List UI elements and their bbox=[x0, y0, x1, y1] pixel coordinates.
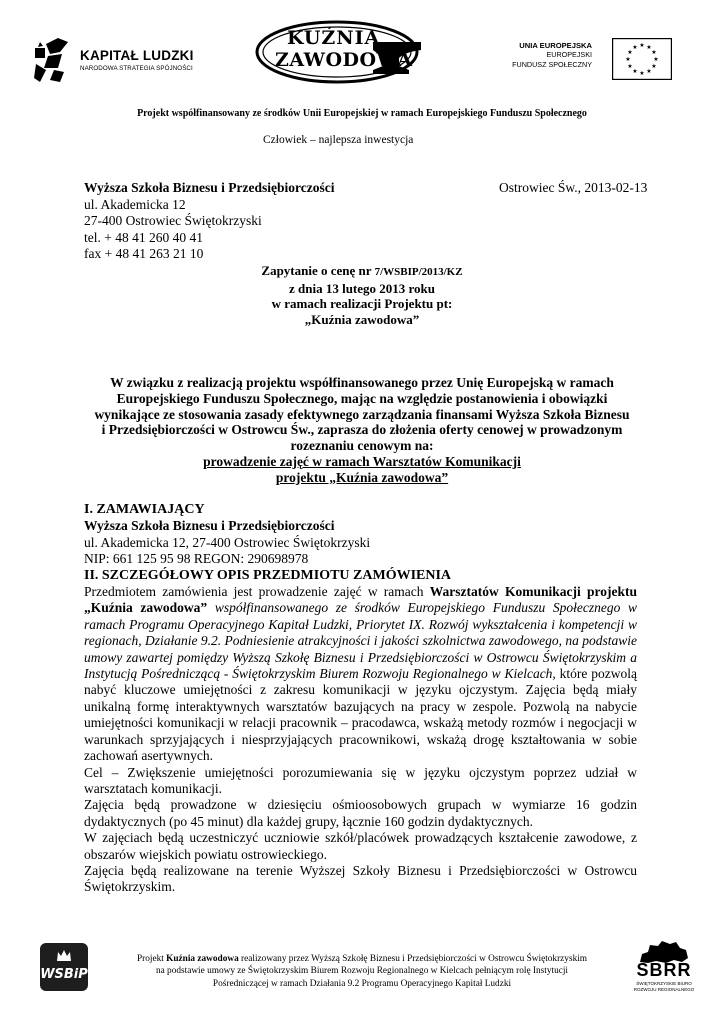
order-subject-line2: projektu „Kuźnia zawodowa” bbox=[275, 469, 449, 485]
svg-text:★: ★ bbox=[651, 63, 657, 70]
svg-text:★: ★ bbox=[639, 42, 645, 49]
section2-paragraph-1 bbox=[84, 584, 637, 764]
page-footer bbox=[0, 940, 724, 1024]
section2-paragraph-4: W zajęciach będą uczestniczyć uczniowie szkół/placówek prowadzących kształcenie zawodowe, z obszarów wiejskich powiatu ostrowieckiego. bbox=[84, 830, 637, 862]
section2-heading: II. SZCZEGÓŁOWY OPIS PRZEDMIOTU ZAMÓWIENIA bbox=[84, 567, 452, 583]
eu-logo-line2: EUROPEJSKI bbox=[546, 50, 592, 60]
intro-line: wynikające ze stosowania zasady efektywnego zarządzania finansami Wyższa Szkoła Biznesu bbox=[94, 406, 630, 422]
kapital-ludzki-subtitle: NARODOWA STRATEGIA SPÓJNOŚCI bbox=[80, 65, 193, 72]
svg-text:★: ★ bbox=[627, 49, 633, 56]
place-date: Ostrowiec Św., 2013-02-13 bbox=[499, 180, 648, 195]
eu-logo-text bbox=[512, 41, 592, 69]
sender-street: ul. Akademicka 12 bbox=[84, 196, 186, 212]
section2-paragraph-5: Zajęcia będą realizowane na terenie Wyższej Szkoły Biznesu i Przedsiębiorczości w Ostrowcu Świętokrzyskim. bbox=[84, 862, 637, 895]
intro-line: i Przedsiębiorczości w Ostrowcu Św., zaprasza do złożenia oferty cenowej w prowadzonym bbox=[101, 422, 623, 438]
sbrr-logo bbox=[630, 940, 698, 998]
inquiry-context: w ramach realizacji Projektu pt: bbox=[271, 296, 453, 311]
footer-line3: Pośredniczącej w ramach Działania 9.2 Programu Operacyjnego Kapitał Ludzki bbox=[212, 978, 512, 989]
inquiry-title bbox=[0, 263, 724, 281]
eu-logo-line1: UNIA EUROPEJSKA bbox=[519, 41, 592, 50]
sbrr-logo-text: SBRR bbox=[636, 960, 692, 980]
footer-line1 bbox=[0, 953, 724, 965]
kuznia-logo-line2: ZAWODOWA bbox=[275, 49, 413, 71]
sbrr-logo-sub1: ŚWIĘTOKRZYSKIE BIURO bbox=[636, 981, 692, 986]
page-header bbox=[0, 0, 724, 100]
inquiry-title-prefix: Zapytanie o cenę nr bbox=[261, 263, 375, 278]
p1-italic-text: współfinansowanego ze środków Europejskiego Funduszu Społecznego w ramach Programu Operacyjnego Kapitał Ludzki, Priorytet IX. Rozwój wykształcenia i kompetencji w regionach, Działanie 9.2. Podniesienie atrakcyjności i jakości szkolnictwa zawodowego, na podstawie umowy zawartej pomiędzy Wyższą Szkołę Biznesu i Przedsiębiorczości w Ostrowcu Świętokrzyskim a Instytucją Pośredniczącą - Świętokrzyskim Biurem Rozwoju Regionalnego w Kielcach, bbox=[84, 600, 637, 682]
footer-line2: na podstawie umowy ze Świętokrzyskim Biurem Rozwoju Regionalnego w Kielcach pełniącym rolę Instytucji bbox=[155, 966, 569, 977]
svg-text:★: ★ bbox=[646, 44, 652, 51]
intro-line: rozeznaniu cenowym na: bbox=[290, 438, 434, 454]
p1-bold-text: Warsztatów Komunikacji projektu „Kuźnia zawodowa” bbox=[84, 584, 638, 616]
kuznia-zawodowa-logo bbox=[255, 20, 427, 84]
inquiry-project: „Kuźnia zawodowa” bbox=[304, 311, 420, 327]
order-subject-line1: prowadzenie zajęć w ramach Warsztatów Komunikacji bbox=[203, 453, 521, 469]
sbrr-logo-sub2: ROZWOJU REGIONALNEGO bbox=[633, 987, 695, 992]
inquiry-number: 7/WSBIP/2013/KZ bbox=[374, 266, 463, 278]
inquiry-date: z dnia 13 lutego 2013 roku bbox=[288, 280, 436, 296]
kapital-ludzki-title: KAPITAŁ LUDZKI bbox=[80, 48, 194, 63]
svg-text:★: ★ bbox=[632, 68, 638, 75]
sender-name: Wyższa Szkoła Biznesu i Przedsiębiorczości bbox=[84, 180, 335, 195]
section2-paragraph-3: Zajęcia będą prowadzone w dziesięciu ośmioosobowych grupach w wymiarze 16 godzin dydaktycznych (po 45 minut) dla każdej grupy, łącznie 160 godzin dydaktycznych. bbox=[84, 797, 637, 829]
sender-phone: tel. + 48 41 260 40 41 bbox=[84, 229, 203, 245]
p1-text: Przedmiotem zamówienia jest prowadzenie zajęć w ramach bbox=[84, 584, 430, 600]
footer-project-name: Kuźnia zawodowa bbox=[166, 954, 239, 964]
footer-line1-post: realizowany przez Wyższą Szkołę Biznesu i Przedsiębiorczości w Ostrowcu Świętokrzyskim bbox=[238, 954, 588, 964]
cofinancing-statement: Projekt współfinansowany ze środków Unii Europejskiej w ramach Europejskiego Funduszu Społecznego bbox=[137, 108, 587, 119]
section1-heading: I. ZAMAWIAJĄCY bbox=[84, 502, 205, 517]
eu-flag-icon bbox=[612, 38, 672, 80]
svg-text:★: ★ bbox=[653, 56, 659, 63]
buyer-name: Wyższa Szkoła Biznesu i Przedsiębiorczości bbox=[84, 518, 335, 534]
section2-paragraph-2: Cel – Zwiększenie umiejętności porozumiewania się w języku ojczystym poprzez udział w warsztatach komunikacji. bbox=[84, 764, 637, 796]
svg-text:★: ★ bbox=[646, 68, 652, 75]
svg-text:★: ★ bbox=[651, 49, 657, 56]
kapital-ludzki-logo bbox=[34, 28, 204, 88]
footer-text bbox=[0, 953, 724, 990]
document-body bbox=[84, 502, 637, 896]
svg-text:★: ★ bbox=[639, 70, 645, 77]
kapital-ludzki-emblem-icon bbox=[34, 38, 72, 84]
motto: Człowiek – najlepsza inwestycja bbox=[263, 134, 414, 146]
eu-logo bbox=[512, 38, 676, 88]
kuznia-logo-line1: KUŹNIA bbox=[287, 27, 381, 49]
sender-address bbox=[84, 180, 334, 263]
inquiry-title-block bbox=[0, 263, 724, 327]
intro-paragraph bbox=[80, 375, 644, 486]
svg-text:★: ★ bbox=[632, 44, 638, 51]
intro-line: W związku z realizacją projektu współfinansowanego przez Unię Europejską w ramach bbox=[110, 375, 614, 390]
wsbip-logo-text: WSBiP bbox=[40, 967, 88, 982]
eu-logo-line3: FUNDUSZ SPOŁECZNY bbox=[512, 59, 592, 69]
sender-fax: fax + 48 41 263 21 10 bbox=[84, 246, 204, 261]
intro-line: Europejskiego Funduszu Społecznego, mając na względzie postanowienia i obowiązki bbox=[116, 390, 608, 406]
sender-city: 27-400 Ostrowiec Świętokrzyski bbox=[84, 213, 262, 228]
buyer-address: ul. Akademicka 12, 27-400 Ostrowiec Świętokrzyski bbox=[84, 534, 371, 550]
svg-text:★: ★ bbox=[627, 63, 633, 70]
buyer-ids: NIP: 661 125 95 98 REGON: 290698978 bbox=[84, 551, 309, 567]
footer-line1-pre: Projekt bbox=[136, 954, 167, 964]
svg-text:★: ★ bbox=[625, 56, 631, 63]
p1-text-cont: które pozwolą nabyć kluczowe umiejętności z zakresu komunikacji w języku ojczystym. Zajęcia będą miały unikalną formę interaktywnych warsztatów bazujących na pracy w zespole. Pozwolą na nabycie umiejętności komunikacji w relacji pracownik – pracodawca, wskażą metody rozmów i negocjacji w warunkach sprzyjających i niesprzyjających pracownikowi, wskażą drogę kształtowania w sobie zachowań asertywnych. bbox=[84, 666, 637, 764]
